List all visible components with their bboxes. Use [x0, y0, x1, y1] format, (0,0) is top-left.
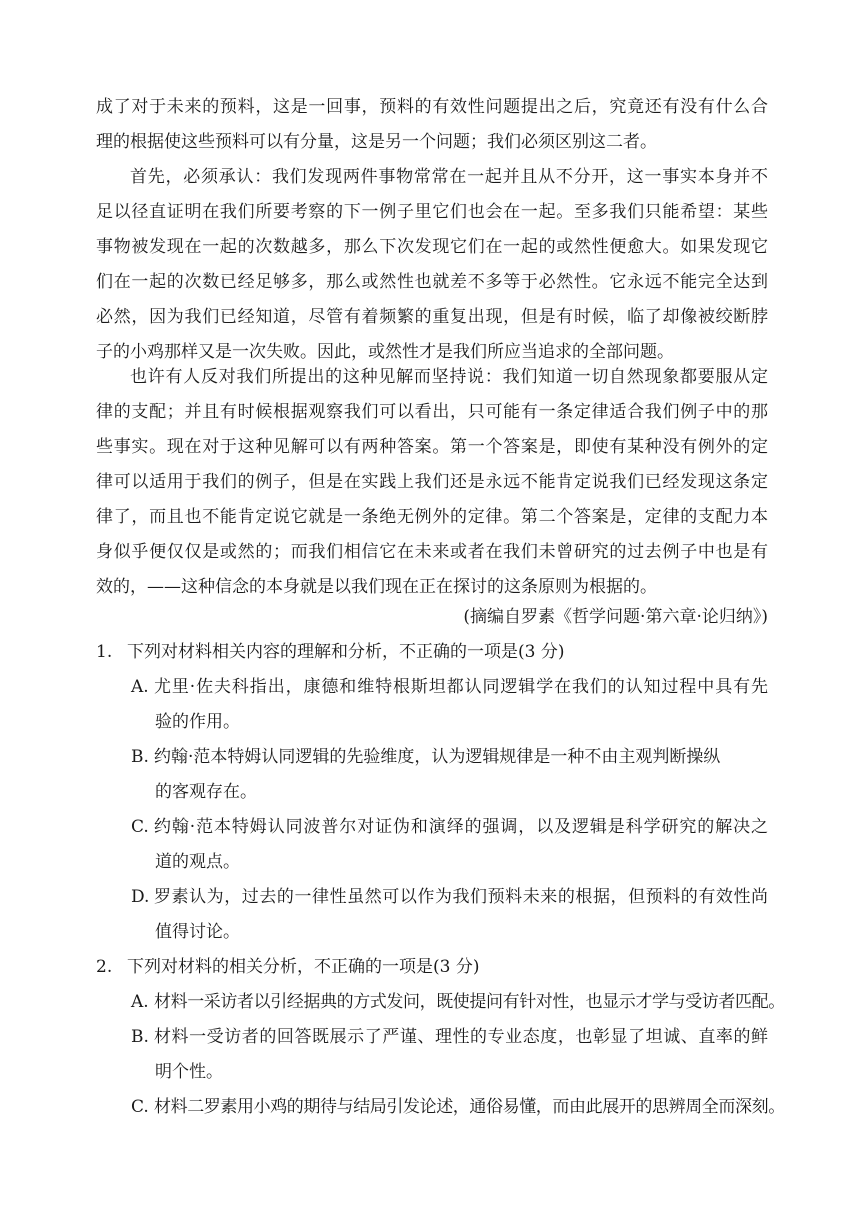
question-1-option-b	[131, 740, 768, 810]
option-label: C.	[131, 817, 149, 837]
text-line: 身似乎便仅仅是或然的；而我们相信它在未来或者在我们未曾研究的过去例子中也是有	[96, 542, 768, 562]
question-stem: 下列对材料的相关分析，不正确的一项是(3 分)	[127, 957, 480, 977]
question-2-option-c	[131, 1090, 785, 1125]
text-line: 事物被发现在一起的次数越多，那么下次发现它们在一起的或然性便愈大。如果发现它	[96, 237, 768, 257]
text-line: 成了对于未来的预料，这是一回事，预料的有效性问题提出之后，究竟还有没有什么合	[96, 97, 768, 117]
option-line: 明个性。	[155, 1062, 223, 1082]
option-line: 材料二罗素用小鸡的期待与结局引发论述，通俗易懂，而由此展开的思辨周全而深刻。	[154, 1097, 785, 1117]
option-label: B.	[131, 1027, 149, 1047]
text-line: 们在一起的次数已经足够多，那么或然性也就差不多等于必然性。它永远不能完全达到	[96, 272, 768, 292]
question-number: 1.	[96, 642, 113, 662]
option-line: 道的观点。	[155, 852, 240, 872]
question-1	[96, 635, 768, 670]
question-2-option-a	[131, 985, 785, 1020]
text-line: 理的根据使这些预料可以有分量，这是另一个问题；我们必须区别这二者。	[96, 132, 657, 152]
question-2-option-b	[131, 1020, 768, 1090]
text-line: 必然，因为我们已经知道，尽管有着频繁的重复出现，但是有时候，临了却像被绞断脖	[96, 307, 768, 327]
text-line: 效的，——这种信念的本身就是以我们现在正在探讨的这条原则为根据的。	[96, 577, 657, 597]
text-line: 律了，而且也不能肯定说它就是一条绝无例外的定律。第二个答案是，定律的支配力本	[96, 507, 768, 527]
option-line: 约翰·范本特姆认同波普尔对证伪和演绎的强调，以及逻辑是科学研究的解决之	[154, 817, 768, 837]
option-line: 的客观存在。	[155, 782, 257, 802]
text-line: 子的小鸡那样又是一次失败。因此，或然性才是我们所应当追求的全部问题。	[96, 342, 674, 362]
option-label: A.	[131, 677, 149, 697]
option-line: 材料一受访者的回答既展示了严谨、理性的专业态度，也彰显了坦诚、直率的鲜	[154, 1027, 768, 1047]
option-line: 尤里·佐夫科指出，康德和维特根斯坦都认同逻辑学在我们的认知过程中具有先	[154, 677, 768, 697]
question-1-option-c	[131, 810, 768, 880]
option-line: 值得讨论。	[155, 922, 240, 942]
text-line: 律可以适用于我们的例子，但是在实践上我们还是永远不能肯定说我们已经发现这条定	[96, 472, 768, 492]
option-line: 罗素认为，过去的一律性虽然可以作为我们预料未来的根据，但预料的有效性尚	[154, 887, 768, 907]
source-citation: (摘编自罗素《哲学问题·第六章·论归纳》)	[463, 607, 768, 627]
passage-paragraph-3	[96, 360, 768, 605]
question-stem: 下列对材料相关内容的理解和分析，不正确的一项是(3 分)	[127, 642, 565, 662]
question-2	[96, 950, 768, 985]
text-line: 些事实。现在对于这种见解可以有两种答案。第一个答案是，即使有某种没有例外的定	[96, 437, 768, 457]
option-label: C.	[131, 1097, 149, 1117]
option-line: 材料一采访者以引经据典的方式发问，既使提问有针对性，也显示才学与受访者匹配。	[154, 992, 785, 1012]
question-1-option-d	[131, 880, 768, 950]
passage-paragraph-1	[96, 90, 768, 160]
text-line: 也许有人反对我们所提出的这种见解而坚持说：我们知道一切自然现象都要服从定	[130, 367, 768, 387]
option-label: D.	[131, 887, 150, 907]
option-label: B.	[131, 747, 149, 767]
option-line: 约翰·范本特姆认同逻辑的先验维度，认为逻辑规律是一种不由主观判断操纵	[154, 747, 721, 767]
text-line: 足以径直证明在我们所要考察的下一例子里它们也会在一起。至多我们只能希望：某些	[96, 202, 768, 222]
text-line: 首先，必须承认：我们发现两件事物常常在一起并且从不分开，这一事实本身并不	[130, 167, 768, 187]
passage-paragraph-2	[96, 160, 768, 370]
text-line: 律的支配；并且有时候根据观察我们可以看出，只可能有一条定律适合我们例子中的那	[96, 402, 768, 422]
option-label: A.	[131, 992, 149, 1012]
option-line: 验的作用。	[155, 712, 240, 732]
question-number: 2.	[96, 957, 113, 977]
question-1-option-a	[131, 670, 768, 740]
